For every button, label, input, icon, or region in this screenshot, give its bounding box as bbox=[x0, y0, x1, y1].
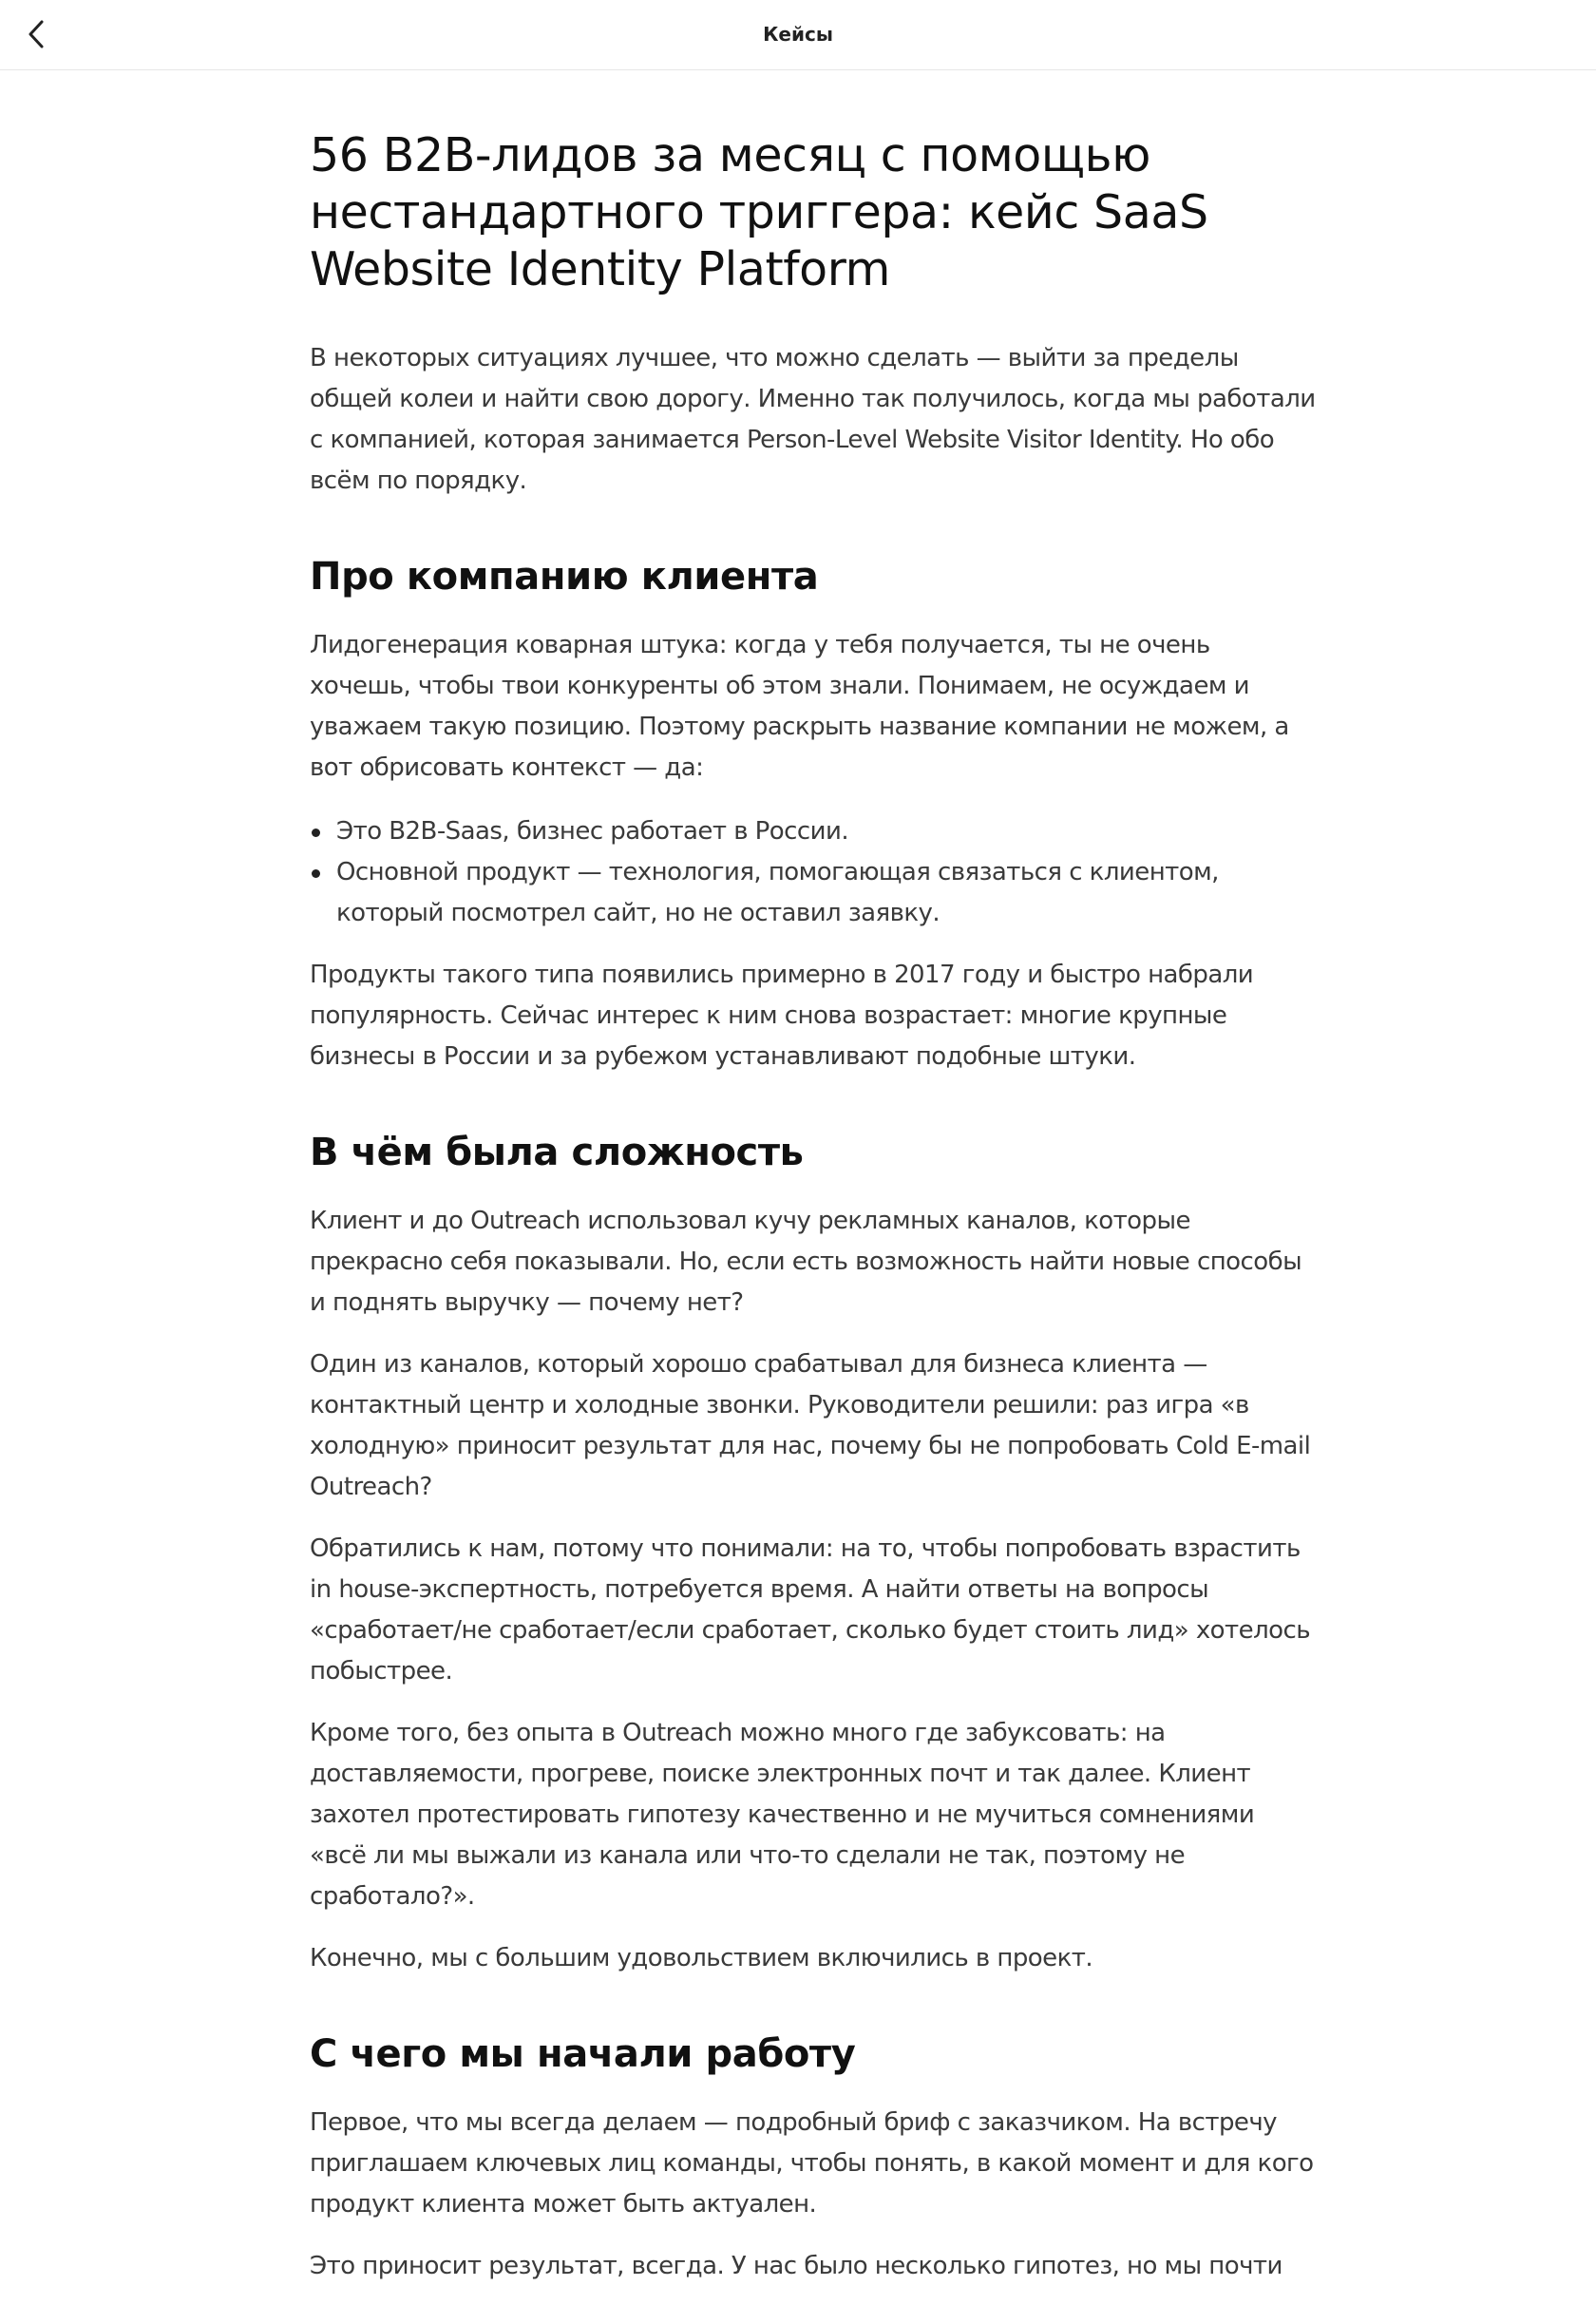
paragraph: Лидогенерация коварная штука: когда у тебя получается, ты не очень хочешь, чтобы твои конкуренты об этом знали. Понимаем, не осуждаем и уважаем такую позицию. Поэтому раскрыть название компании не можем, а вот обрисовать контекст — да: bbox=[310, 631, 1289, 782]
bullet-item: Это B2B-Saas, бизнес работает в России. bbox=[310, 811, 1317, 852]
paragraph: Кроме того, без опыта в Outreach можно много где забуксовать: на доставляемости, прогреве, поиске электронных почт и так далее. Клиент захотел протестировать гипотезу качественно и не мучиться сомнениями «всё ли мы выжали из канала или что-то сделали не так, поэтому не сработало?». bbox=[310, 1719, 1255, 1911]
section-heading: С чего мы начали работу bbox=[310, 2032, 856, 2076]
bullet-item: Основной продукт — технология, помогающая связаться с клиентом, который посмотрел сайт, но не оставил заявку. bbox=[310, 852, 1317, 934]
article bbox=[310, 70, 1317, 2287]
paragraph: Первое, что мы всегда делаем — подробный бриф с заказчиком. На встречу приглашаем ключевых лиц команды, чтобы понять, в какой момент и для кого продукт клиента может быть актуален. bbox=[310, 2108, 1314, 2219]
paragraph: Обратились к нам, потому что понимали: на то, чтобы попробовать взрастить in house-экспертность, потребуется время. А найти ответы на вопросы «сработает/не сработает/если сработает, сколько будет стоить лид» хотелось побыстрее. bbox=[310, 1534, 1311, 1686]
section-start-of-work bbox=[310, 2030, 1317, 2287]
top-navigation-bar bbox=[0, 0, 1596, 70]
section-heading: Про компанию клиента bbox=[310, 555, 819, 599]
section-heading: В чём была сложность bbox=[310, 1131, 804, 1174]
bullet-list bbox=[310, 811, 1317, 934]
page-title: Кейсы bbox=[763, 23, 833, 46]
article-title: 56 B2B-лидов за месяц с помощью нестандартного триггера: кейс SaaS Website Identity Platform bbox=[310, 128, 1208, 296]
paragraph: Это приносит результат, всегда. У нас было несколько гипотез, но мы почти bbox=[310, 2252, 1282, 2280]
section-difficulty bbox=[310, 1129, 1317, 1979]
article-lead: В некоторых ситуациях лучшее, что можно сделать — выйти за пределы общей колеи и найти свою дорогу. Именно так получилось, когда мы работали с компанией, которая занимается Person-Level Website Visitor Identity. Но обо всём по порядку. bbox=[310, 344, 1316, 495]
paragraph: Продукты такого типа появились примерно в 2017 году и быстро набрали популярность. Сейчас интерес к ним снова возрастает: многие крупные бизнесы в России и за рубежом устанавливают подобные штуки. bbox=[310, 961, 1254, 1071]
section-client-company bbox=[310, 553, 1317, 1077]
paragraph: Один из каналов, который хорошо срабатывал для бизнеса клиента — контактный центр и холодные звонки. Руководители решили: раз игра «в холодную» приносит результат для нас, почему бы не попробовать Cold E-mail Outreach? bbox=[310, 1350, 1311, 1501]
paragraph: Конечно, мы с большим удовольствием включились в проект. bbox=[310, 1944, 1093, 1972]
paragraph: Клиент и до Outreach использовал кучу рекламных каналов, которые прекрасно себя показывали. Но, если есть возможность найти новые способы и поднять выручку — почему нет? bbox=[310, 1207, 1302, 1317]
